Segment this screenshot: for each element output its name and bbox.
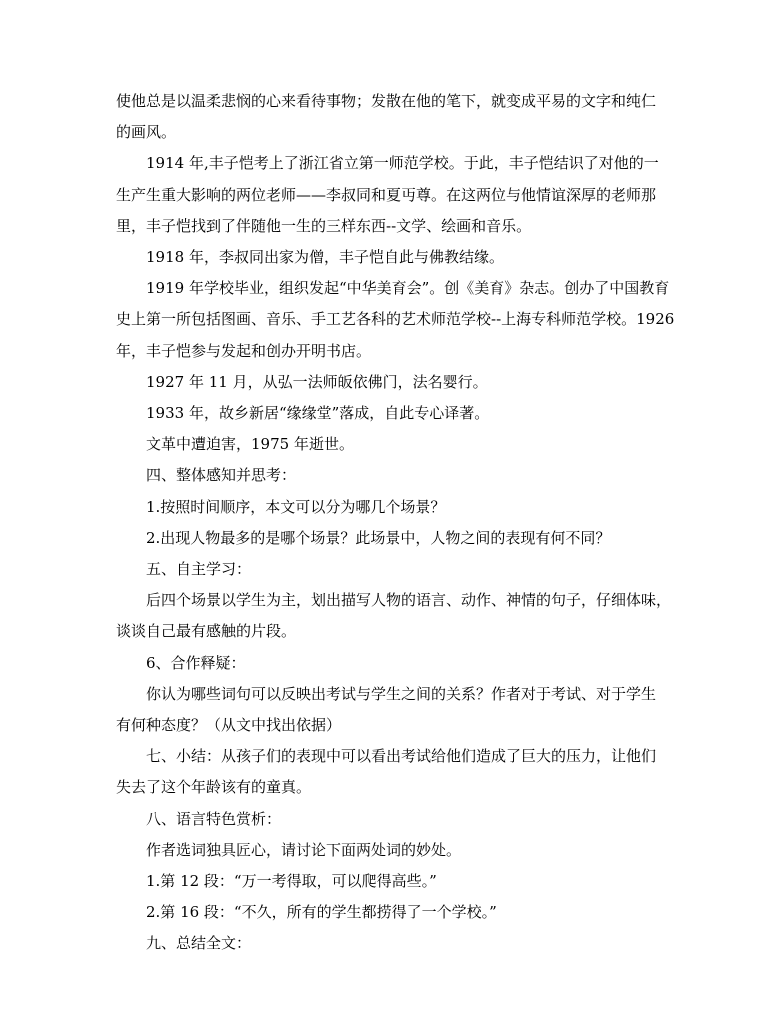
text-line: 八、语言特色赏析： — [146, 809, 282, 828]
document-page — [116, 86, 675, 960]
text-line: 四、整体感知并思考： — [146, 466, 297, 485]
paragraph-intro-continuation — [116, 86, 666, 148]
text-line: 生产生重大影响的两位老师——李叔同和夏丏尊。在这两位与他情谊深厚的老师那 — [116, 185, 657, 204]
paragraph-1975 — [116, 429, 666, 460]
text-line: 1927 年 11 月，从弘一法师皈依佛门，法名婴行。 — [146, 372, 488, 391]
text-line: 九、总结全文： — [146, 934, 252, 953]
text-line: 的画风。 — [116, 123, 177, 142]
text-line: 1918 年，李叔同出家为僧，丰子恺自此与佛教结缘。 — [146, 248, 504, 267]
paragraph-self-study — [116, 585, 672, 647]
text-line: 文革中遭迫害，1975 年逝世。 — [146, 435, 354, 454]
question-item — [116, 492, 666, 523]
text-line: 谈谈自己最有感触的片段。 — [116, 622, 297, 641]
text-line: 年，丰子恺参与发起和创办开明书店。 — [116, 341, 372, 360]
text-line: 五、自主学习： — [146, 560, 252, 579]
text-line: 2.出现人物最多的是哪个场景？此场景中，人物之间的表现有何不同？ — [146, 528, 611, 547]
text-line: 1919 年学校毕业，组织发起“中华美育会”。创《美育》杂志。创办了中国教育 — [146, 279, 670, 298]
paragraph-word-choice — [116, 835, 666, 866]
section-heading-8 — [116, 804, 666, 835]
paragraph-summary — [116, 741, 666, 803]
text-line: 6、合作释疑： — [146, 653, 246, 672]
section-heading-4 — [116, 460, 666, 491]
text-line: 七、小结：从孩子们的表现中可以看出考试给他们造成了巨大的压力，让他们 — [146, 747, 657, 766]
text-line: 1.第 12 段：“万一考得取，可以爬得高些。” — [146, 872, 437, 891]
text-line: 里，丰子恺找到了伴随他一生的三样东西--文学、绘画和音乐。 — [116, 216, 532, 235]
text-line: 1914 年,丰子恺考上了浙江省立第一师范学校。于此，丰子恺结识了对他的一 — [146, 154, 659, 173]
paragraph-1927 — [116, 367, 666, 398]
paragraph-1933 — [116, 398, 666, 429]
paragraph-1914 — [116, 148, 666, 242]
paragraph-1919 — [116, 273, 675, 367]
text-line: 后四个场景以学生为主，划出描写人物的语言、动作、神情的句子，仔细体味， — [146, 591, 672, 610]
text-line: 使他总是以温柔悲悯的心来看待事物；发散在他的笔下，就变成平易的文字和纯仁 — [116, 92, 657, 110]
text-line: 失去了这个年龄该有的童真。 — [116, 778, 312, 797]
text-line: 1933 年，故乡新居“缘缘堂”落成，自此专心译著。 — [146, 404, 490, 423]
quote-item — [116, 897, 666, 928]
section-heading-5 — [116, 554, 666, 585]
paragraph-cooperation — [116, 679, 666, 741]
text-line: 2.第 16 段：“不久，所有的学生都捞得了一个学校。” — [146, 903, 497, 922]
text-line: 你认为哪些词句可以反映出考试与学生之间的关系？作者对于考试、对于学生 — [146, 684, 657, 703]
section-heading-6 — [116, 648, 666, 679]
text-line: 1.按照时间顺序，本文可以分为哪几个场景？ — [146, 497, 446, 516]
paragraph-1918 — [116, 242, 666, 273]
text-line: 有何种态度？（从文中找出依据） — [116, 716, 342, 735]
quote-item — [116, 866, 666, 897]
question-item — [116, 523, 666, 554]
section-heading-9 — [116, 928, 666, 959]
text-line: 史上第一所包括图画、音乐、手工艺各科的艺术师范学校--上海专科师范学校。1926 — [116, 310, 675, 329]
text-line: 作者选词独具匠心，请讨论下面两处词的妙处。 — [146, 840, 462, 859]
